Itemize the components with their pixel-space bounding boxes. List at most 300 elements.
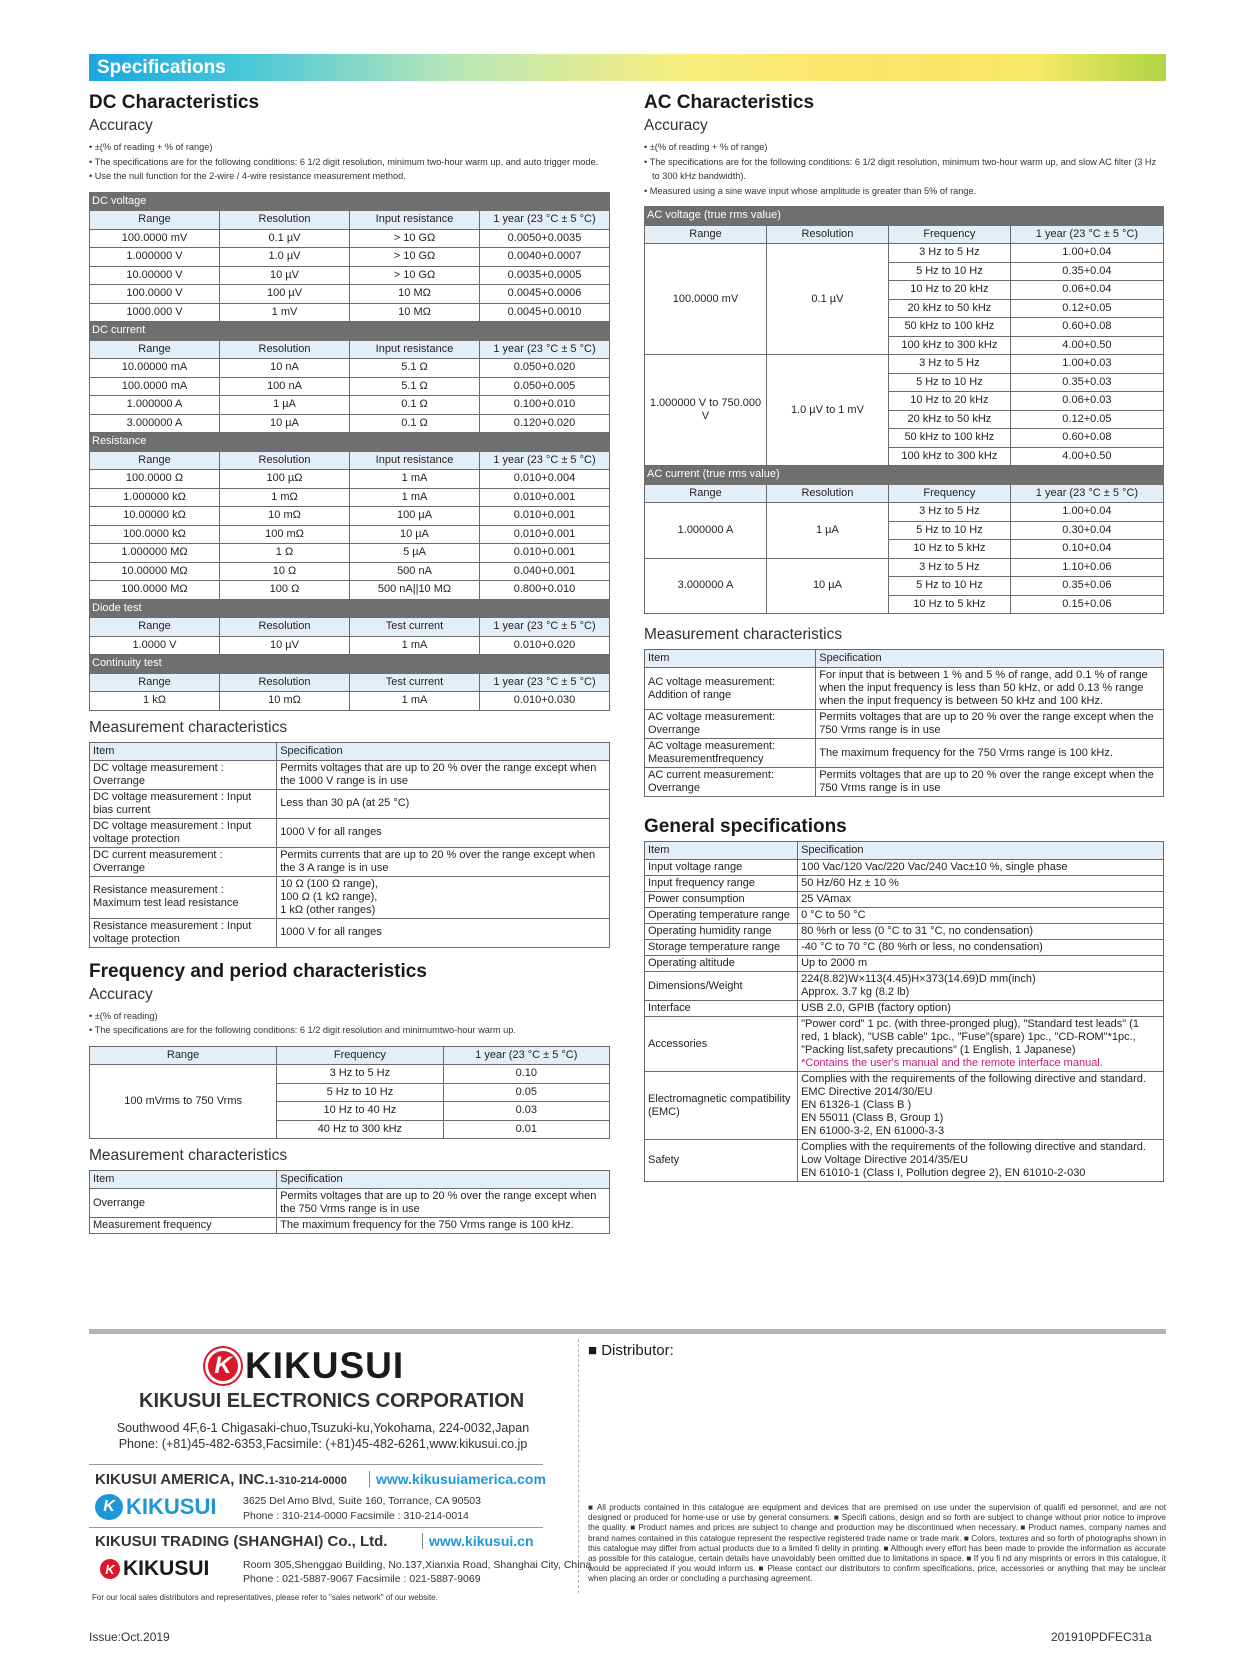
specification-cell: Up to 2000 m xyxy=(798,956,1164,972)
table-cell: 100.0000 Ω xyxy=(90,470,220,489)
resolution-cell: 10 µA xyxy=(766,558,888,614)
item-cell: DC voltage measurement : Overrange xyxy=(90,760,277,789)
table-cell: 10 mΩ xyxy=(220,692,350,711)
column-header: Resolution xyxy=(766,484,888,503)
column-header: Item xyxy=(645,842,798,860)
column-header: Range xyxy=(90,618,220,637)
table-row xyxy=(90,562,610,581)
table-cell: 0.06+0.04 xyxy=(1010,281,1163,300)
table-row xyxy=(645,908,1164,924)
table-cell: 0.30+0.04 xyxy=(1010,521,1163,540)
table-row xyxy=(90,1065,610,1084)
specification-cell: 50 Hz/60 Hz ± 10 % xyxy=(798,876,1164,892)
item-cell: Safety xyxy=(645,1140,798,1182)
column-header: Input resistance xyxy=(350,451,480,470)
table-cell: 100 nA xyxy=(220,377,350,396)
table-row xyxy=(90,377,610,396)
column-header: 1 year (23 °C ± 5 °C) xyxy=(480,211,610,230)
table-cell: 0.15+0.06 xyxy=(1010,595,1163,614)
ac-spec-table xyxy=(644,206,1164,614)
table-cell: 1 mA xyxy=(350,488,480,507)
table-cell: 10 nA xyxy=(220,359,350,378)
freq-spec-table xyxy=(89,1046,610,1140)
freq-subtitle: Accuracy xyxy=(89,985,153,1003)
table-row xyxy=(645,668,1164,710)
specification-cell: USB 2.0, GPIB (factory option) xyxy=(798,1001,1164,1017)
table-cell: 0.1 Ω xyxy=(350,414,480,433)
table-cell: 10 µA xyxy=(350,525,480,544)
table-row xyxy=(645,355,1164,374)
table-row xyxy=(645,244,1164,263)
table-cell: 5 Hz to 10 Hz xyxy=(888,577,1010,596)
header-row xyxy=(90,1171,610,1189)
table-row xyxy=(90,248,610,267)
table-row xyxy=(645,876,1164,892)
item-cell: AC voltage measurement: Overrange xyxy=(645,710,816,739)
table-cell: 0.12+0.05 xyxy=(1010,299,1163,318)
freq-title: Frequency and period characteristics xyxy=(89,960,427,982)
shanghai-name: KIKUSUI TRADING (SHANGHAI) Co., Ltd. xyxy=(95,1533,388,1550)
dc-mc-table xyxy=(89,742,610,948)
table-cell: 1000.000 V xyxy=(90,303,220,322)
column-header: Resolution xyxy=(220,673,350,692)
kikusui-k-icon: K xyxy=(205,1348,241,1384)
table-cell: 1.00+0.03 xyxy=(1010,355,1163,374)
table-row xyxy=(90,266,610,285)
table-cell: 0.010+0.001 xyxy=(480,525,610,544)
specification-cell: The maximum frequency for the 750 Vrms range is 100 kHz. xyxy=(277,1218,610,1234)
column-header: Range xyxy=(90,1046,277,1065)
table-row xyxy=(90,581,610,600)
table-cell: 0.010+0.020 xyxy=(480,636,610,655)
specification-cell: 100 Vac/120 Vac/220 Vac/240 Vac±10 %, single phase xyxy=(798,860,1164,876)
header-row xyxy=(90,673,610,692)
specifications-banner xyxy=(89,54,1166,81)
column-header: Range xyxy=(90,451,220,470)
table-row xyxy=(90,414,610,433)
header-row xyxy=(90,742,610,760)
ac-notes: • ±(% of reading + % of range) • The specifications are for the following conditions: 6 1/2 digit resolution, minimum two-hour warm up, and slow AC filter (3 Hz to 300 kHz bandwidth). • Measured using a sine wave input whose amplitude is greater than 5% of range. xyxy=(644,142,1157,196)
specification-cell: Permits voltages that are up to 20 % over the range except when the 750 Vrms range is in use xyxy=(816,768,1164,797)
table-row xyxy=(90,847,610,876)
table-cell: 0.050+0.020 xyxy=(480,359,610,378)
item-cell: Overrange xyxy=(90,1189,277,1218)
column-header: Resolution xyxy=(220,211,350,230)
item-cell: DC current measurement : Overrange xyxy=(90,847,277,876)
specification-cell: Permits currents that are up to 20 % over the range except when the 3 A range is in use xyxy=(277,847,610,876)
table-cell: 0.0045+0.0006 xyxy=(480,285,610,304)
distributor-label: ■ Distributor: xyxy=(588,1342,674,1359)
shanghai-address: Room 305,Shenggao Building, No.137,Xianxia Road, Shanghai City, China Phone : 021-5887-9067 Facsimile : 021-5887-9069 xyxy=(243,1559,592,1585)
column-header: Resolution xyxy=(220,618,350,637)
kikusui-shanghai-logo: K KIKUSUI xyxy=(100,1557,209,1581)
column-header: Range xyxy=(90,673,220,692)
section-caption xyxy=(645,207,1164,226)
column-header: Range xyxy=(645,484,767,503)
table-row xyxy=(90,359,610,378)
table-row xyxy=(90,525,610,544)
header-row xyxy=(90,211,610,230)
column-header: Frequency xyxy=(888,484,1010,503)
table-row xyxy=(90,285,610,304)
table-cell: 0.05 xyxy=(443,1083,609,1102)
table-cell: 1 mA xyxy=(350,470,480,489)
item-cell: DC voltage measurement : Input voltage protection xyxy=(90,818,277,847)
table-cell: 0.1 Ω xyxy=(350,396,480,415)
specification-cell: 0 °C to 50 °C xyxy=(798,908,1164,924)
resolution-cell: 1.0 µV to 1 mV xyxy=(766,355,888,466)
america-website-link[interactable]: www.kikusuiamerica.com xyxy=(369,1471,546,1487)
item-cell: Resistance measurement : Input voltage protection xyxy=(90,918,277,947)
table-row xyxy=(90,544,610,563)
item-cell: Resistance measurement : Maximum test lead resistance xyxy=(90,876,277,918)
issue-date: Issue:Oct.2019 xyxy=(89,1630,170,1644)
header-row xyxy=(90,618,610,637)
table-cell: 5 µA xyxy=(350,544,480,563)
table-row xyxy=(90,303,610,322)
header-row xyxy=(90,451,610,470)
table-row xyxy=(90,876,610,918)
table-cell: 100.0000 mV xyxy=(90,229,220,248)
table-cell: 50 kHz to 100 kHz xyxy=(888,318,1010,337)
table-row xyxy=(90,789,610,818)
column-header: Range xyxy=(90,340,220,359)
item-cell: Dimensions/Weight xyxy=(645,972,798,1001)
america-name: KIKUSUI AMERICA, INC.1-310-214-0000 xyxy=(95,1471,347,1488)
table-cell: 3 Hz to 5 Hz xyxy=(888,244,1010,263)
column-header: 1 year (23 °C ± 5 °C) xyxy=(480,673,610,692)
ac-mc-title: Measurement characteristics xyxy=(644,626,843,643)
table-cell: 100.0000 mA xyxy=(90,377,220,396)
table-cell: 0.010+0.001 xyxy=(480,544,610,563)
table-cell: 0.0035+0.0005 xyxy=(480,266,610,285)
section-caption xyxy=(90,192,610,211)
table-cell: 1.0 µV xyxy=(220,248,350,267)
table-cell: 0.35+0.04 xyxy=(1010,262,1163,281)
table-cell: 100 kHz to 300 kHz xyxy=(888,447,1010,466)
specification-cell: Complies with the requirements of the following directive and standard. EMC Directive 2014/30/EU EN 61326-1 (Class B ) EN 55011 (Class B, Group 1) EN 61000-3-2, EN 61000-3-3 xyxy=(798,1072,1164,1140)
table-cell: 1.000000 V xyxy=(90,248,220,267)
table-row xyxy=(645,710,1164,739)
column-header: 1 year (23 °C ± 5 °C) xyxy=(480,618,610,637)
table-cell: 1 µA xyxy=(220,396,350,415)
item-cell: Input frequency range xyxy=(645,876,798,892)
specification-cell: Permits voltages that are up to 20 % over the range except when the 750 Vrms range is in use xyxy=(277,1189,610,1218)
table-cell: > 10 GΩ xyxy=(350,229,480,248)
section-caption-current: AC current (true rms value) xyxy=(645,466,1164,485)
resolution-cell: 0.1 µV xyxy=(766,244,888,355)
table-row xyxy=(645,972,1164,1001)
table-cell: 0.1 µV xyxy=(220,229,350,248)
table-row xyxy=(645,956,1164,972)
table-cell: 10 Hz to 5 kHz xyxy=(888,595,1010,614)
column-header: Specification xyxy=(277,1171,610,1189)
specification-cell: The maximum frequency for the 750 Vrms range is 100 kHz. xyxy=(816,739,1164,768)
column-header: 1 year (23 °C ± 5 °C) xyxy=(480,340,610,359)
specification-cell: Permits voltages that are up to 20 % over the range except when the 750 Vrms range is in use xyxy=(816,710,1164,739)
section-caption xyxy=(90,433,610,452)
table-row xyxy=(645,940,1164,956)
table-row xyxy=(645,558,1164,577)
section-caption-resistance: Resistance xyxy=(90,433,610,452)
column-header: Test current xyxy=(350,673,480,692)
table-row xyxy=(90,396,610,415)
item-cell: Electromagnetic compatibility (EMC) xyxy=(645,1072,798,1140)
table-cell: 1.10+0.06 xyxy=(1010,558,1163,577)
item-cell: AC voltage measurement: Addition of range xyxy=(645,668,816,710)
table-cell: 5 Hz to 10 Hz xyxy=(888,373,1010,392)
item-cell: Operating humidity range xyxy=(645,924,798,940)
column-header: 1 year (23 °C ± 5 °C) xyxy=(1010,225,1163,244)
column-header: Frequency xyxy=(277,1046,443,1065)
table-cell: 100.0000 kΩ xyxy=(90,525,220,544)
column-header: Item xyxy=(90,742,277,760)
section-caption xyxy=(90,599,610,618)
table-row xyxy=(90,760,610,789)
sales-network-note: For our local sales distributors and representatives, please refer to "sales network" of our website. xyxy=(92,1593,438,1602)
table-cell: 0.050+0.005 xyxy=(480,377,610,396)
table-cell: 100 µA xyxy=(350,507,480,526)
column-header: Specification xyxy=(816,650,1164,668)
table-cell: 10 Hz to 5 kHz xyxy=(888,540,1010,559)
item-cell: Interface xyxy=(645,1001,798,1017)
specification-cell: For input that is between 1 % and 5 % of range, add 0.1 % of range when the input frequency is less than 50 kHz, or add 0.13 % range when the input frequency is between 50 kHz and 100 kHz. xyxy=(816,668,1164,710)
table-row xyxy=(90,507,610,526)
table-cell: 3 Hz to 5 Hz xyxy=(888,558,1010,577)
table-cell: 500 nA||10 MΩ xyxy=(350,581,480,600)
item-cell: AC voltage measurement: Measurementfrequency xyxy=(645,739,816,768)
table-cell: 40 Hz to 300 kHz xyxy=(277,1120,443,1139)
table-row xyxy=(90,488,610,507)
table-row xyxy=(90,818,610,847)
column-header: Resolution xyxy=(220,340,350,359)
table-cell: 10.00000 MΩ xyxy=(90,562,220,581)
section-caption-current: DC current xyxy=(90,322,610,341)
corporation-name: KIKUSUI ELECTRONICS CORPORATION xyxy=(139,1390,525,1412)
table-cell: 1 mV xyxy=(220,303,350,322)
right-column xyxy=(644,92,1164,1182)
table-cell: 10 mΩ xyxy=(220,507,350,526)
catalog-code: 201910PDFEC31a xyxy=(1051,1630,1152,1644)
table-row xyxy=(645,1072,1164,1140)
table-cell: 5 Hz to 10 Hz xyxy=(888,521,1010,540)
table-cell: 0.040+0.001 xyxy=(480,562,610,581)
ac-title: AC Characteristics xyxy=(644,92,815,113)
table-cell: 10.00000 V xyxy=(90,266,220,285)
specification-cell: 25 VAmax xyxy=(798,892,1164,908)
table-cell: 0.100+0.010 xyxy=(480,396,610,415)
table-cell: 4.00+0.50 xyxy=(1010,447,1163,466)
table-cell: 100 mΩ xyxy=(220,525,350,544)
table-cell: 0.01 xyxy=(443,1120,609,1139)
table-cell: 10 Ω xyxy=(220,562,350,581)
specification-cell: Less than 30 pA (at 25 °C) xyxy=(277,789,610,818)
column-header: Range xyxy=(90,211,220,230)
table-cell: 10 MΩ xyxy=(350,285,480,304)
section-caption xyxy=(645,466,1164,485)
table-cell: 5.1 Ω xyxy=(350,377,480,396)
section-caption-voltage: DC voltage xyxy=(90,192,610,211)
table-row xyxy=(90,1189,610,1218)
ac-subtitle: Accuracy xyxy=(644,117,708,134)
table-cell: 3.000000 A xyxy=(90,414,220,433)
table-cell: 1.000000 kΩ xyxy=(90,488,220,507)
table-row xyxy=(645,860,1164,876)
kikusui-logo xyxy=(205,1345,404,1387)
table-cell: 20 kHz to 50 kHz xyxy=(888,410,1010,429)
table-cell: 100.0000 MΩ xyxy=(90,581,220,600)
section-caption xyxy=(90,655,610,674)
table-cell: 10 MΩ xyxy=(350,303,480,322)
table-cell: 10 µA xyxy=(220,414,350,433)
table-cell: 100 kHz to 300 kHz xyxy=(888,336,1010,355)
column-header: Specification xyxy=(277,742,610,760)
table-cell: 0.800+0.010 xyxy=(480,581,610,600)
table-cell: > 10 GΩ xyxy=(350,248,480,267)
table-row xyxy=(645,924,1164,940)
header-row xyxy=(90,1046,610,1065)
specification-cell: "Power cord" 1 pc. (with three-pronged plug), "Standard test leads" (1 red, 1 black), "USB cable" 1pc., "Fuse"(spare) 1pc., "CD-ROM"*1pc., "Packing list,safety precautions" (1 English, 1 Japanese) *Contains the user's manual and the remote interface manual. xyxy=(798,1017,1164,1072)
corporation-address: Southwood 4F,6-1 Chigasaki-chuo,Tsuzuki-ku,Yokohama, 224-0032,Japan Phone: (+81)45-482-6353,Facsimile: (+81)45-482-6261,www.kikusui.co.jp xyxy=(116,1421,530,1451)
column-header: Resolution xyxy=(220,451,350,470)
dc-spec-table xyxy=(89,192,610,711)
table-row xyxy=(645,768,1164,797)
column-header: 1 year (23 °C ± 5 °C) xyxy=(443,1046,609,1065)
table-cell: 100 µV xyxy=(220,285,350,304)
table-cell: 0.010+0.001 xyxy=(480,507,610,526)
footer-divider xyxy=(89,1329,1166,1334)
table-row xyxy=(90,470,610,489)
dc-title: DC Characteristics xyxy=(89,92,260,113)
footer-vertical-divider xyxy=(578,1339,579,1593)
table-row xyxy=(90,918,610,947)
header-row xyxy=(645,225,1164,244)
disclaimer-text: ■ All products contained in this catalogue are equipment and devices that are premised on use under the supervision of qualifi ed personnel, and are not designed or produced for home-use or use by general consumers. ■ Specifi cations, design and so forth are subject to change without prior notice to improve the quality. ■ Product names and prices are subject to change and production may be discontinued when necessary. ■ Product names, company names and brand names contained in this catalogue represent the respective registered trade name or trade mark. ■ Colors, textures and so forth of photographs shown in this catalogue may differ from actual products due to a limited fi delity in printing. ■ Although every effort has been made to provide the information as accurate as possible for this catalogue, certain details have unavoidably been omitted due to limitations in space. ■ If you fi nd any misprints or errors in this catalogue, it would be appreciated if you would inform us. ■ Please contact our distributors to confirm specifications, price, accessories or anything that may be unclear when placing an order or concluding a purchasing agreement. xyxy=(588,1503,1166,1584)
table-cell: 1.000000 MΩ xyxy=(90,544,220,563)
table-cell: 100 µΩ xyxy=(220,470,350,489)
table-cell: 10 Hz to 20 kHz xyxy=(888,392,1010,411)
range-cell: 1.000000 A xyxy=(645,503,767,559)
table-cell: 0.0040+0.0007 xyxy=(480,248,610,267)
table-cell: > 10 GΩ xyxy=(350,266,480,285)
table-cell: 10.00000 kΩ xyxy=(90,507,220,526)
table-row xyxy=(645,1001,1164,1017)
table-row xyxy=(645,739,1164,768)
accessories-note: *Contains the user's manual and the remote interface manual. xyxy=(801,1057,1103,1069)
table-cell: 3 Hz to 5 Hz xyxy=(888,503,1010,522)
table-cell: 10 Hz to 20 kHz xyxy=(888,281,1010,300)
range-cell: 3.000000 A xyxy=(645,558,767,614)
general-spec-table xyxy=(644,841,1164,1182)
item-cell: Operating temperature range xyxy=(645,908,798,924)
table-cell: 0.60+0.08 xyxy=(1010,429,1163,448)
kikusui-shanghai-k-icon: K xyxy=(100,1559,120,1579)
table-row xyxy=(645,1017,1164,1072)
item-cell: Measurement frequency xyxy=(90,1218,277,1234)
freq-mc-title: Measurement characteristics xyxy=(89,1147,288,1164)
banner-title: Specifications xyxy=(97,57,226,78)
table-cell: 0.010+0.001 xyxy=(480,488,610,507)
table-cell: 5.1 Ω xyxy=(350,359,480,378)
item-cell: Operating altitude xyxy=(645,956,798,972)
table-cell: 1 mA xyxy=(350,636,480,655)
section-caption-diode: Diode test xyxy=(90,599,610,618)
table-cell: 0.120+0.020 xyxy=(480,414,610,433)
kikusui-america-k-icon: K xyxy=(95,1494,123,1520)
table-cell: 0.35+0.03 xyxy=(1010,373,1163,392)
table-row xyxy=(90,1218,610,1234)
table-row xyxy=(645,892,1164,908)
column-header: 1 year (23 °C ± 5 °C) xyxy=(1010,484,1163,503)
column-header: Range xyxy=(645,225,767,244)
table-row xyxy=(645,503,1164,522)
table-cell: 1 mA xyxy=(350,692,480,711)
table-cell: 10 Hz to 40 Hz xyxy=(277,1102,443,1121)
table-cell: 4.00+0.50 xyxy=(1010,336,1163,355)
table-cell: 50 kHz to 100 kHz xyxy=(888,429,1010,448)
header-row xyxy=(645,484,1164,503)
table-cell: 0.03 xyxy=(443,1102,609,1121)
table-cell: 3 Hz to 5 Hz xyxy=(888,355,1010,374)
left-column xyxy=(89,92,610,1234)
table-cell: 1 kΩ xyxy=(90,692,220,711)
dc-subtitle: Accuracy xyxy=(89,117,153,134)
table-cell: 1 mΩ xyxy=(220,488,350,507)
shanghai-website-link[interactable]: www.kikusui.cn xyxy=(422,1533,534,1549)
column-header: 1 year (23 °C ± 5 °C) xyxy=(480,451,610,470)
table-cell: 1.00+0.04 xyxy=(1010,503,1163,522)
separator xyxy=(89,1464,543,1465)
table-cell: 20 kHz to 50 kHz xyxy=(888,299,1010,318)
table-cell: 100 Ω xyxy=(220,581,350,600)
freq-notes: • ±(% of reading) • The specifications are for the following conditions: 6 1/2 digit resolution and minimumtwo-hour warm up. xyxy=(89,1010,516,1035)
table-cell: 10 µV xyxy=(220,636,350,655)
table-cell: 1.00+0.04 xyxy=(1010,244,1163,263)
freq-mc-table xyxy=(89,1170,610,1234)
section-caption xyxy=(90,322,610,341)
header-row xyxy=(90,340,610,359)
specification-cell: Complies with the requirements of the following directive and standard. Low Voltage Directive 2014/35/EU EN 61010-1 (Class I, Pollution degree 2), EN 61010-2-030 xyxy=(798,1140,1164,1182)
general-title: General specifications xyxy=(644,816,847,837)
table-cell: 5 Hz to 10 Hz xyxy=(277,1083,443,1102)
table-row xyxy=(90,692,610,711)
resolution-cell: 1 µA xyxy=(766,503,888,559)
specification-cell: 1000 V for all ranges xyxy=(277,918,610,947)
specification-cell: Permits voltages that are up to 20 % over the range except when the 1000 V range is in use xyxy=(277,760,610,789)
table-row xyxy=(645,1140,1164,1182)
item-cell: Accessories xyxy=(645,1017,798,1072)
table-cell: 1.000000 A xyxy=(90,396,220,415)
column-header: Frequency xyxy=(888,225,1010,244)
table-cell: 100.0000 V xyxy=(90,285,220,304)
dc-notes: • ±(% of reading + % of range) • The specifications are for the following conditions: 6 1/2 digit resolution, minimum two-hour warm up, and auto trigger mode. • Use the null function for the 2-wire / 4-wire resistance measurement method. xyxy=(89,142,599,181)
item-cell: Power consumption xyxy=(645,892,798,908)
table-cell: 0.0045+0.0010 xyxy=(480,303,610,322)
ac-mc-table xyxy=(644,649,1164,797)
column-header: Specification xyxy=(798,842,1164,860)
item-cell: DC voltage measurement : Input bias current xyxy=(90,789,277,818)
specification-cell: -40 °C to 70 °C (80 %rh or less, no condensation) xyxy=(798,940,1164,956)
column-header: Item xyxy=(90,1171,277,1189)
column-header: Test current xyxy=(350,618,480,637)
table-cell: 0.12+0.05 xyxy=(1010,410,1163,429)
table-cell: 0.35+0.06 xyxy=(1010,577,1163,596)
table-cell: 1 Ω xyxy=(220,544,350,563)
column-header: Resolution xyxy=(766,225,888,244)
column-header: Item xyxy=(645,650,816,668)
item-cell: Input voltage range xyxy=(645,860,798,876)
table-cell: 10 µV xyxy=(220,266,350,285)
